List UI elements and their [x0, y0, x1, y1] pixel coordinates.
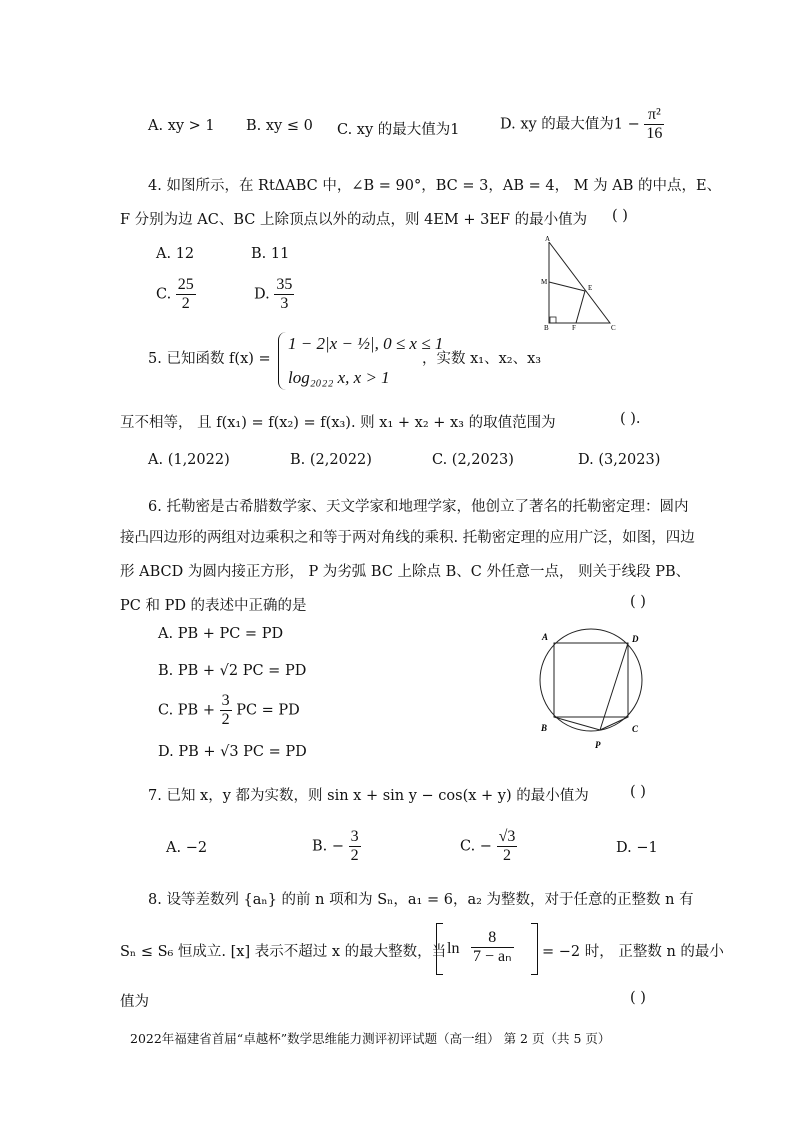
- q4-option-b: B. 11: [251, 246, 290, 262]
- q6-answer-paren: ( ): [630, 594, 646, 610]
- q3-option-d-prefix: D. xy 的最大值为1 −: [500, 116, 640, 133]
- q6-option-b: B. PB + √2 PC = PD: [158, 663, 307, 679]
- q4-option-d-fraction: $\frac{35}{3}$: [276, 276, 293, 312]
- q8-ln-fraction: $\frac{8}{\text{7 − aₙ}}$: [473, 929, 512, 965]
- q4-text-line2: F 分别为边 AC、BC 上除顶点以外的动点，则 4EM + 3EF 的最小值为: [120, 212, 588, 228]
- q7-option-c: C. − $\frac{√3}{2}$: [460, 828, 516, 864]
- q6-text-line4: PC 和 PD 的表述中正确的是: [120, 598, 307, 614]
- label-c: C: [611, 324, 616, 330]
- q5-case-2: log₂₀₂₂ x, x > 1: [288, 368, 390, 387]
- q3-option-d: [500, 106, 664, 143]
- q6-text-line2: 接凸四边形的两组对边乘积之和等于两对角线的乘积. 托勒密定理的应用广泛，如图，四边: [120, 530, 695, 546]
- q5-answer-paren: ( ).: [620, 411, 641, 427]
- page-footer: 2022年福建省首届“卓越杯”数学思维能力测评初评试题（高一组） 第 2 页（共 5 页）: [130, 1031, 611, 1046]
- q8-answer-paren: ( ): [630, 990, 646, 1006]
- q5-option-c: C. (2,2023): [432, 452, 514, 468]
- q5-option-d: D. (3,2023): [578, 452, 661, 468]
- q7-answer-paren: ( ): [630, 784, 646, 800]
- q4-option-c: C. $\frac{25}{2}$: [156, 276, 194, 312]
- q6-text-line1: 6. 托勒密是古希腊数学家、天文学家和地理学家，他创立了著名的托勒密定理：圆内: [148, 499, 689, 515]
- label-m: M: [541, 278, 548, 286]
- label-b: B: [544, 324, 549, 330]
- label-e: E: [588, 284, 593, 292]
- q5-intro-after: ，实数 x₁、x₂、x₃: [422, 351, 542, 367]
- q5-intro: 5. 已知函数 f(x) =: [148, 351, 271, 367]
- label-f: F: [572, 324, 576, 330]
- q7-option-c-fraction: $\frac{√3}{2}$: [498, 828, 516, 864]
- circle: [540, 629, 642, 731]
- q7-option-b-fraction: $\frac{3}{2}$: [350, 828, 359, 864]
- q5-option-b: B. (2,2022): [290, 452, 372, 468]
- label-a: A: [545, 235, 551, 243]
- q7-option-a: A. −2: [166, 840, 208, 856]
- q6-circle-figure: [532, 622, 656, 754]
- square-abcd: [554, 643, 628, 717]
- label-d: D: [632, 634, 639, 644]
- label-a: A: [542, 632, 549, 642]
- q3-option-a: A. xy > 1: [148, 118, 215, 134]
- q8-text-line1: 8. 设等差数列 {aₙ} 的前 n 项和为 Sₙ，a₁ = 6，a₂ 为整数，对于任意的正整数 n 有: [148, 892, 694, 908]
- segment-pb: [554, 717, 600, 730]
- q3-option-b: B. xy ≤ 0: [246, 118, 313, 134]
- q5-case-1: 1 − 2|x − ½|, 0 ≤ x ≤ 1: [288, 334, 444, 353]
- q4-option-a: A. 12: [156, 246, 195, 262]
- q7-text: 7. 已知 x，y 都为实数，则 sin x + sin y − cos(x + y) 的最小值为: [148, 788, 589, 804]
- q5-text-line2: 互不相等， 且 f(x₁) = f(x₂) = f(x₃). 则 x₁ + x₂ + x₃ 的取值范围为: [120, 415, 556, 431]
- label-c: C: [632, 724, 639, 734]
- q8-text-line3: 值为: [120, 994, 149, 1010]
- segment-pc: [600, 717, 628, 730]
- q8-floor-bracket: [436, 923, 538, 975]
- q8-ln-label: ln: [447, 940, 460, 957]
- right-angle-mark: [550, 317, 556, 323]
- q4-text-line1: 4. 如图所示，在 RtΔABC 中，∠B = 90°，BC = 3，AB = 4， M 为 AB 的中点，E、: [148, 178, 722, 194]
- q6-option-c-fraction: $\frac{3}{2}$: [221, 692, 230, 728]
- q6-option-d: D. PB + √3 PC = PD: [158, 744, 307, 760]
- q8-text-line2b: = −2 时， 正整数 n 的最小: [542, 944, 724, 960]
- label-p: P: [595, 740, 601, 750]
- q4-option-d: D. $\frac{35}{3}$: [254, 276, 293, 312]
- q3-option-c: C. xy 的最大值为1: [337, 122, 460, 138]
- q4-option-c-fraction: $\frac{25}{2}$: [177, 276, 194, 312]
- q6-option-c: C. PB + $\frac{3}{2}$ PC = PD: [158, 692, 300, 728]
- q8-text-line2a: Sₙ ≤ S₆ 恒成立. [x] 表示不超过 x 的最大整数，当: [120, 944, 447, 960]
- q6-text-line3: 形 ABCD 为圆内接正方形， P 为劣弧 BC 上除点 B、C 外任意一点， 则关于线段 PB、: [120, 564, 691, 580]
- ef-segment: [576, 291, 585, 323]
- q7-option-b: B. − $\frac{3}{2}$: [312, 828, 359, 864]
- q6-option-a: A. PB + PC = PD: [158, 626, 284, 642]
- label-b: B: [541, 723, 548, 733]
- q3-option-d-fraction: $\frac{\text{π²}}{16}$: [646, 106, 663, 142]
- q4-answer-paren: ( ): [612, 208, 628, 224]
- q4-triangle-figure: [536, 234, 620, 330]
- q7-option-d: D. −1: [616, 840, 658, 856]
- q5-option-a: A. (1,2022): [148, 452, 230, 468]
